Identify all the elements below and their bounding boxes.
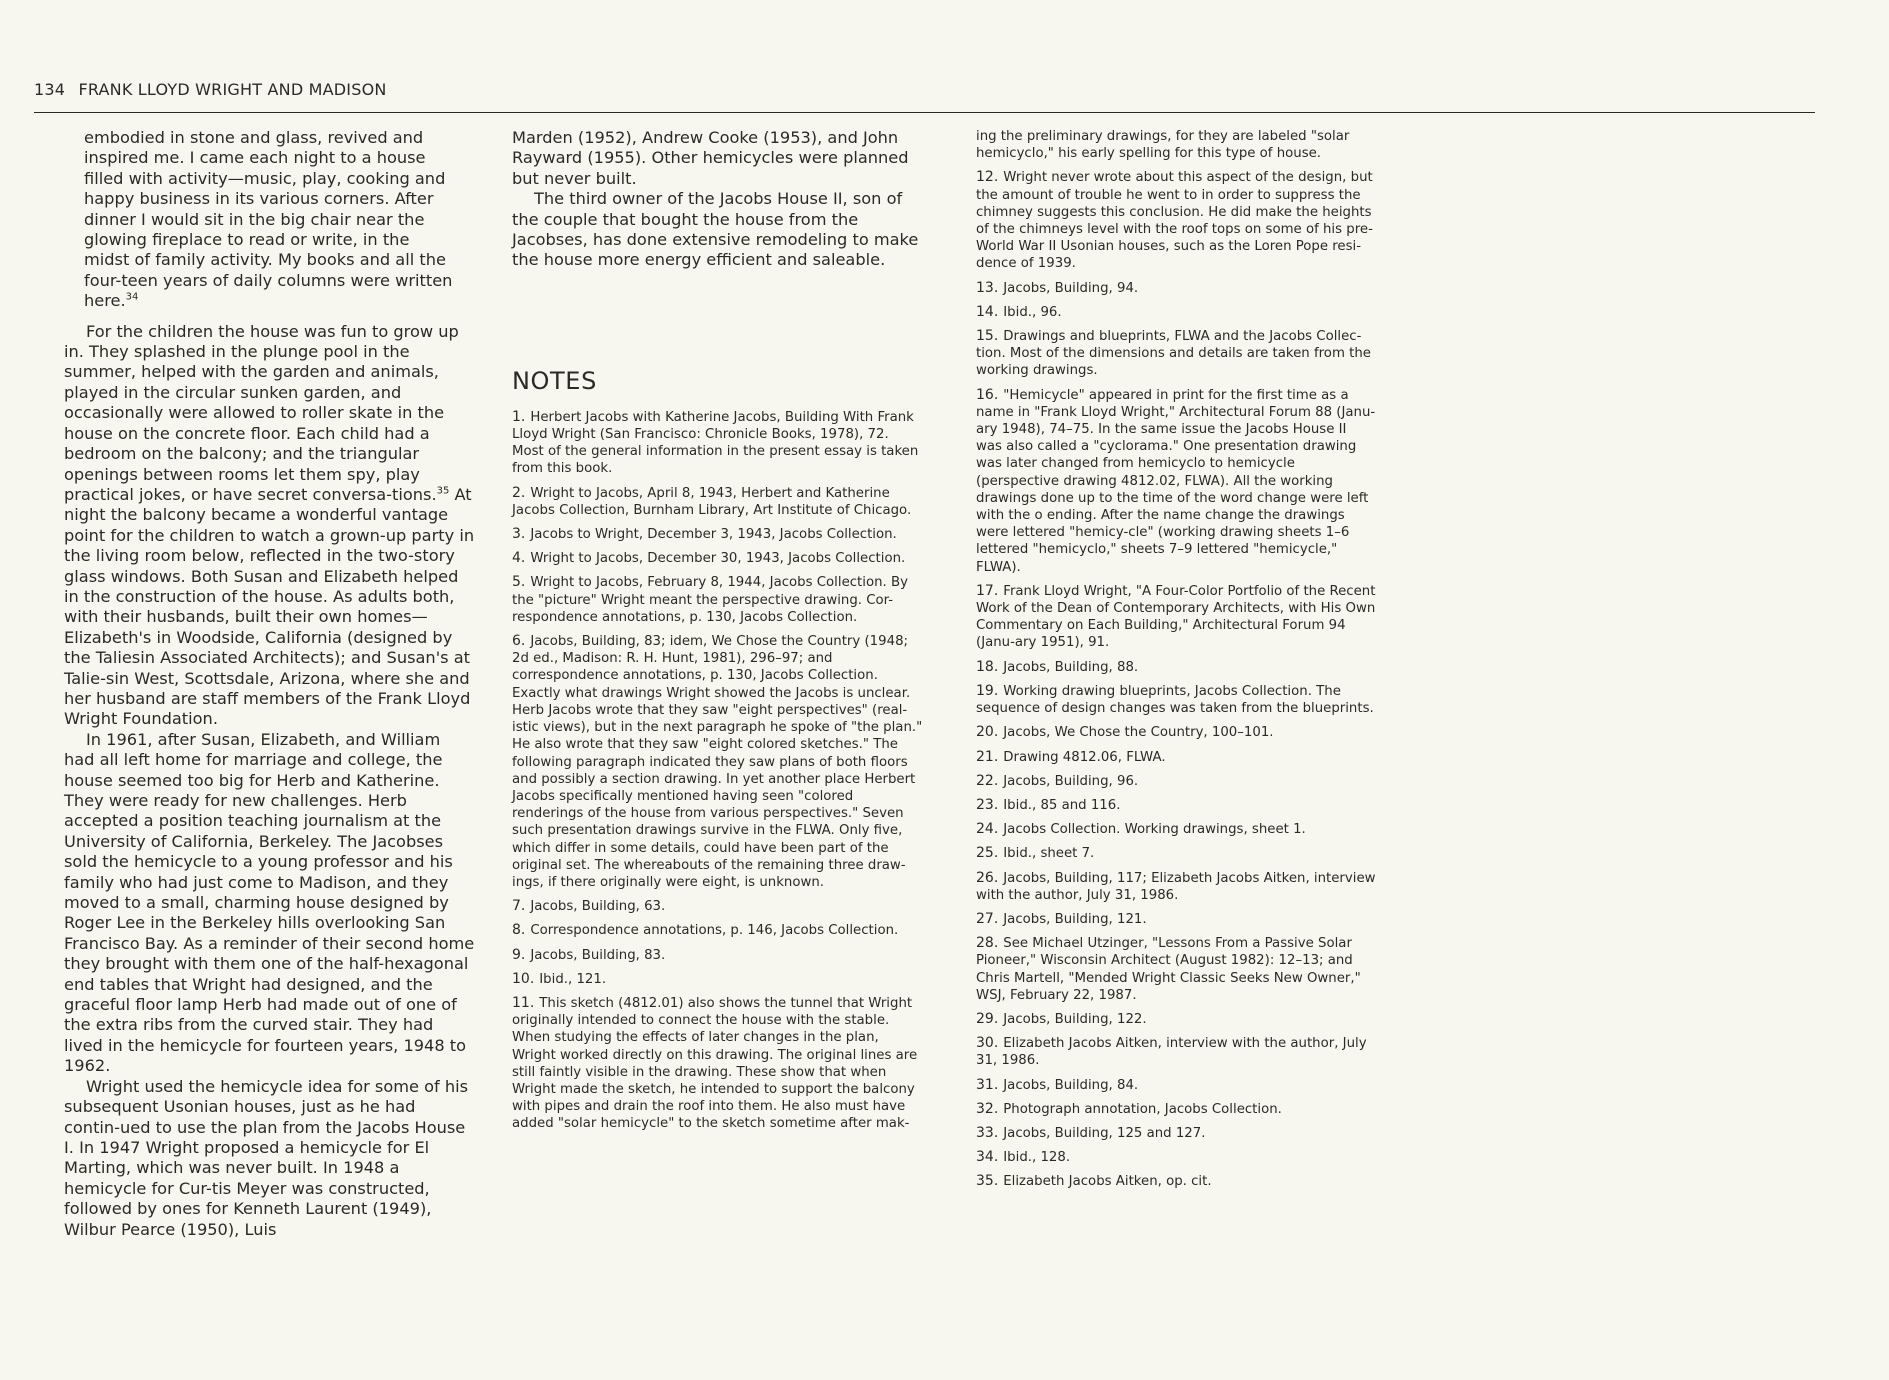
note-text: Ibid., 128. <box>1003 1150 1071 1166</box>
text-column-1 <box>64 128 475 1240</box>
note-number: 29. <box>976 1010 999 1027</box>
note-item <box>976 935 1376 1004</box>
note-item <box>976 797 1376 814</box>
note-number: 34. <box>976 1149 999 1166</box>
note-text: Herbert Jacobs with Katherine Jacobs, Building With Frank Lloyd Wright (San Francisco: Chronicle Books, 1978), 72. Most of the general information in the present essay is taken from this book. <box>512 409 919 477</box>
note-text: Elizabeth Jacobs Aitken, interview with the author, July 31, 1986. <box>976 1036 1367 1069</box>
note-text: Correspondence annotations, p. 146, Jacobs Collection. <box>530 923 899 939</box>
note-item <box>976 870 1376 904</box>
note-item <box>512 633 923 891</box>
paragraph: Wright used the hemicycle idea for some of his subsequent Usonian houses, just as he had contin-ued to use the plan from the Jacobs House I. In 1947 Wright proposed a hemicycle for El Marting, which was never built. In 1948 a hemicycle for Cur-tis Meyer was constructed, followed by ones for Kenneth Laurent (1949), Wilbur Pearce (1950), Luis <box>64 1076 469 1239</box>
notes-list <box>976 169 1376 1190</box>
note-item <box>976 1035 1376 1069</box>
paragraph: Marden (1952), Andrew Cooke (1953), and John Rayward (1955). Other hemicycles were planned but never built. <box>512 128 909 188</box>
note-text: Drawing 4812.06, FLWA. <box>1003 749 1166 765</box>
note-number: 27. <box>976 910 999 927</box>
note-item <box>976 911 1376 928</box>
notes-heading: NOTES <box>512 366 597 395</box>
note-text: Jacobs Collection. Working drawings, sheet 1. <box>1003 822 1306 838</box>
note-text: Wright never wrote about this aspect of the design, but the amount of trouble he went to in order to suppress the chimney suggests this conclusion. He did make the heights of the chimneys level with the roof tops on some of his pre-World War II Usonian houses, such as the Loren Pope resi-dence of 1939. <box>976 170 1373 272</box>
note-number: 11. <box>512 994 535 1011</box>
note-text: Jacobs, Building, 94. <box>1003 280 1139 296</box>
note-text: Wright to Jacobs, April 8, 1943, Herbert and Katherine Jacobs Collection, Burnham Library, Art Institute of Chicago. <box>512 485 912 518</box>
note-number: 22. <box>976 772 999 789</box>
note-item <box>976 659 1376 676</box>
note-number: 16. <box>976 386 999 403</box>
note-item <box>976 821 1376 838</box>
note-item <box>976 1149 1376 1166</box>
note-item <box>976 845 1376 862</box>
note-item <box>976 683 1376 717</box>
note-number: 12. <box>976 169 999 186</box>
text-column-3 <box>976 128 1376 1198</box>
note-item <box>512 526 923 543</box>
note-item <box>976 1125 1376 1142</box>
note-text: Ibid., 96. <box>1003 304 1062 320</box>
note-item <box>976 328 1376 380</box>
footnote-ref: 35 <box>436 485 450 497</box>
note-number: 6. <box>512 633 526 650</box>
note-number: 26. <box>976 869 999 886</box>
note-text: Jacobs, Building, 122. <box>1003 1011 1147 1027</box>
note-text: Jacobs, Building, 83. <box>530 947 666 963</box>
note-number: 3. <box>512 526 526 543</box>
note-number: 1. <box>512 408 526 425</box>
note-item <box>976 304 1376 321</box>
note-number: 21. <box>976 748 999 765</box>
note-text: Drawings and blueprints, FLWA and the Jacobs Collec-tion. Most of the dimensions and details are taken from the working drawings. <box>976 329 1371 379</box>
note-item <box>512 574 923 626</box>
note-item <box>512 971 923 988</box>
note-continuation: ing the preliminary drawings, for they are labeled "solar hemicyclo," his early spelling for this type of house. <box>976 129 1350 162</box>
note-number: 15. <box>976 328 999 345</box>
note-number: 18. <box>976 658 999 675</box>
header-rule <box>34 112 1815 113</box>
paragraph: For the children the house was fun to grow up in. They splashed in the plunge pool in the summer, helped with the garden and animals, played in the circular sunken garden, and occasionally were allowed to roller skate in the house on the concrete floor. Each child had a bedroom on the balcony; and the triangular openings between rooms let them spy, play practical jokes, or have secret conversa-tions.$^{35}$ At night the balcony became a wonderful vantage point for the children to watch a grown-up party in the living room below, reflected in the two-story glass windows. Both Susan and Elizabeth helped in the construction of the house. As adults both, with their husbands, built their own homes—Elizabeth's in Woodside, California (designed by the Taliesin Associated Architects); and Susan's at Talie-sin West, Scottsdale, Arizona, where she and her husband are staff members of the Frank Lloyd Wright Foundation. <box>64 321 475 729</box>
note-text: "Hemicycle" appeared in print for the first time as a name in "Frank Lloyd Wright," Architectural Forum 88 (Janu-ary 1948), 74–75. In the same issue the Jacobs House II was also called a "cyclorama." One presentation drawing was later changed from hemicyclo to hemicycle (perspective drawing 4812.02, FLWA). All the working drawings done up to the time of the word change were left with the o ending. After the name change the drawings were lettered "hemicy-cle" (working drawing sheets 1–6 lettered "hemicyclo," sheets 7–9 lettered "hemicycle," FLWA). <box>976 387 1376 575</box>
note-number: 13. <box>976 279 999 296</box>
note-text: Frank Lloyd Wright, "A Four-Color Portfolio of the Recent Work of the Dean of Contemporary Architects, with His Own Commentary on Each Building," Architectural Forum 94 (Janu-ary 1951), 91. <box>976 583 1376 651</box>
note-number: 32. <box>976 1100 999 1117</box>
note-number: 35. <box>976 1173 999 1190</box>
note-text: Jacobs, Building, 125 and 127. <box>1003 1125 1206 1141</box>
note-text: Ibid., 85 and 116. <box>1003 797 1121 813</box>
footnote-ref: 34 <box>125 291 139 303</box>
note-number: 4. <box>512 550 526 567</box>
note-item <box>976 169 1376 272</box>
note-number: 17. <box>976 582 999 599</box>
note-text: Wright to Jacobs, December 30, 1943, Jacobs Collection. <box>530 551 906 567</box>
note-number: 19. <box>976 682 999 699</box>
page-number: 134 <box>34 80 66 99</box>
note-text: Jacobs, Building, 96. <box>1003 773 1139 789</box>
note-item <box>512 409 923 478</box>
note-item <box>976 1077 1376 1094</box>
note-number: 2. <box>512 484 526 501</box>
note-text: Ibid., sheet 7. <box>1003 846 1095 862</box>
note-item <box>976 1101 1376 1118</box>
text-column-2 <box>512 128 923 1140</box>
note-number: 24. <box>976 821 999 838</box>
note-number: 14. <box>976 303 999 320</box>
note-text: Jacobs, Building, 63. <box>530 899 666 915</box>
note-text: Jacobs, We Chose the Country, 100–101. <box>1003 725 1274 741</box>
note-number: 8. <box>512 922 526 939</box>
note-item <box>976 387 1376 576</box>
block-quote: embodied in stone and glass, revived and inspired me. I came each night to a house filled with activity—music, play, cooking and happy business in its various corners. After dinner I would sit in the big chair near the glowing fireplace to read or write, in the midst of family activity. My books and all the four-teen years of daily columns were written here.$^{34}$ <box>84 128 453 311</box>
note-number: 23. <box>976 796 999 813</box>
note-text: Photograph annotation, Jacobs Collection. <box>1003 1101 1282 1117</box>
note-number: 7. <box>512 898 526 915</box>
note-text: See Michael Utzinger, "Lessons From a Passive Solar Pioneer," Wisconsin Architect (August 1982): 12–13; and Chris Martell, "Mended Wright Classic Seeks New Owner," WSJ, February 22, 1987. <box>976 936 1361 1003</box>
note-text: Elizabeth Jacobs Aitken, op. cit. <box>1003 1174 1212 1190</box>
note-number: 31. <box>976 1076 999 1093</box>
note-item <box>976 1173 1376 1190</box>
note-item <box>976 749 1376 766</box>
note-item <box>512 947 923 964</box>
paragraph: In 1961, after Susan, Elizabeth, and William had all left home for marriage and college, the house seemed too big for Herb and Katherine. They were ready for new challenges. Herb accepted a position teaching journalism at the University of California, Berkeley. The Jacobses sold the hemicycle to a young professor and his family who had just come to Madison, and they moved to a small, charming house designed by Roger Lee in the Berkeley hills overlooking San Francisco Bay. As a reminder of their second home they brought with them one of the half-hexagonal end tables that Wright had designed, and the graceful floor lamp Herb had made out of one of the extra ribs from the curved stair. They had lived in the hemicycle for fourteen years, 1948 to 1962. <box>64 729 475 1076</box>
note-number: 33. <box>976 1124 999 1141</box>
note-text: Jacobs, Building, 121. <box>1003 911 1147 927</box>
note-number: 30. <box>976 1035 999 1052</box>
running-title: FRANK LLOYD WRIGHT AND MADISON <box>78 80 387 99</box>
note-text: Working drawing blueprints, Jacobs Collection. The sequence of design changes was taken from the blueprints. <box>976 683 1374 717</box>
note-text: This sketch (4812.01) also shows the tunnel that Wright originally intended to connect the house with the stable. When studying the effects of later changes in the plan, Wright worked directly on this drawing. The original lines are still faintly visible in the drawing. These show that when Wright made the sketch, he intended to support the balcony with pipes and drain the roof into them. He also must have added "solar hemicycle" to the sketch sometime after mak- <box>512 995 918 1132</box>
note-item <box>512 485 923 519</box>
note-number: 10. <box>512 970 535 987</box>
note-item <box>976 280 1376 297</box>
note-item <box>976 724 1376 741</box>
note-item <box>512 550 923 567</box>
note-item <box>512 898 923 915</box>
note-item <box>976 1011 1376 1028</box>
note-text: Jacobs, Building, 84. <box>1003 1077 1139 1093</box>
note-text: Ibid., 121. <box>539 971 607 987</box>
note-text: Jacobs to Wright, December 3, 1943, Jacobs Collection. <box>530 527 897 543</box>
note-text: Wright to Jacobs, February 8, 1944, Jacobs Collection. By the "picture" Wright meant the perspective drawing. Cor-respondence annotations, p. 130, Jacobs Collection. <box>512 575 908 625</box>
note-number: 28. <box>976 935 999 952</box>
note-text: Jacobs, Building, 88. <box>1003 659 1139 675</box>
note-item <box>512 995 923 1133</box>
note-number: 5. <box>512 574 526 591</box>
note-number: 20. <box>976 724 999 741</box>
note-item <box>976 773 1376 790</box>
note-number: 9. <box>512 946 526 963</box>
notes-list <box>512 409 923 1133</box>
note-number: 25. <box>976 845 999 862</box>
note-item <box>976 583 1376 652</box>
note-text: Jacobs, Building, 117; Elizabeth Jacobs Aitken, interview with the author, July 31, 1986. <box>976 870 1376 903</box>
paragraph: The third owner of the Jacobs House II, son of the couple that bought the house from the Jacobses, has done extensive remodeling to make the house more energy efficient and saleable. <box>512 189 919 270</box>
running-header <box>34 80 1871 99</box>
note-text: Jacobs, Building, 83; idem, We Chose the Country (1948; 2d ed., Madison: R. H. Hunt, 1981), 296–97; and correspondence annotations, p. 130, Jacobs Collection. Exactly what drawings Wright showed the Jacobs is unclear. Herb Jacobs wrote that they saw "eight perspectives" (real-istic views), but in the next paragraph he spoke of "the plan." He also wrote that they saw "eight colored sketches." The following paragraph indicated they saw plans of both floors and possibly a section drawing. In yet another place Herbert Jacobs specifically mentioned having seen "colored renderings of the house from various perspectives." Seven such presentation drawings survive in the FLWA. Only five, which differ in some details, could have been part of the original set. The whereabouts of the remaining three draw-ings, if there originally were eight, is unknown. <box>512 634 923 890</box>
note-item <box>512 922 923 939</box>
